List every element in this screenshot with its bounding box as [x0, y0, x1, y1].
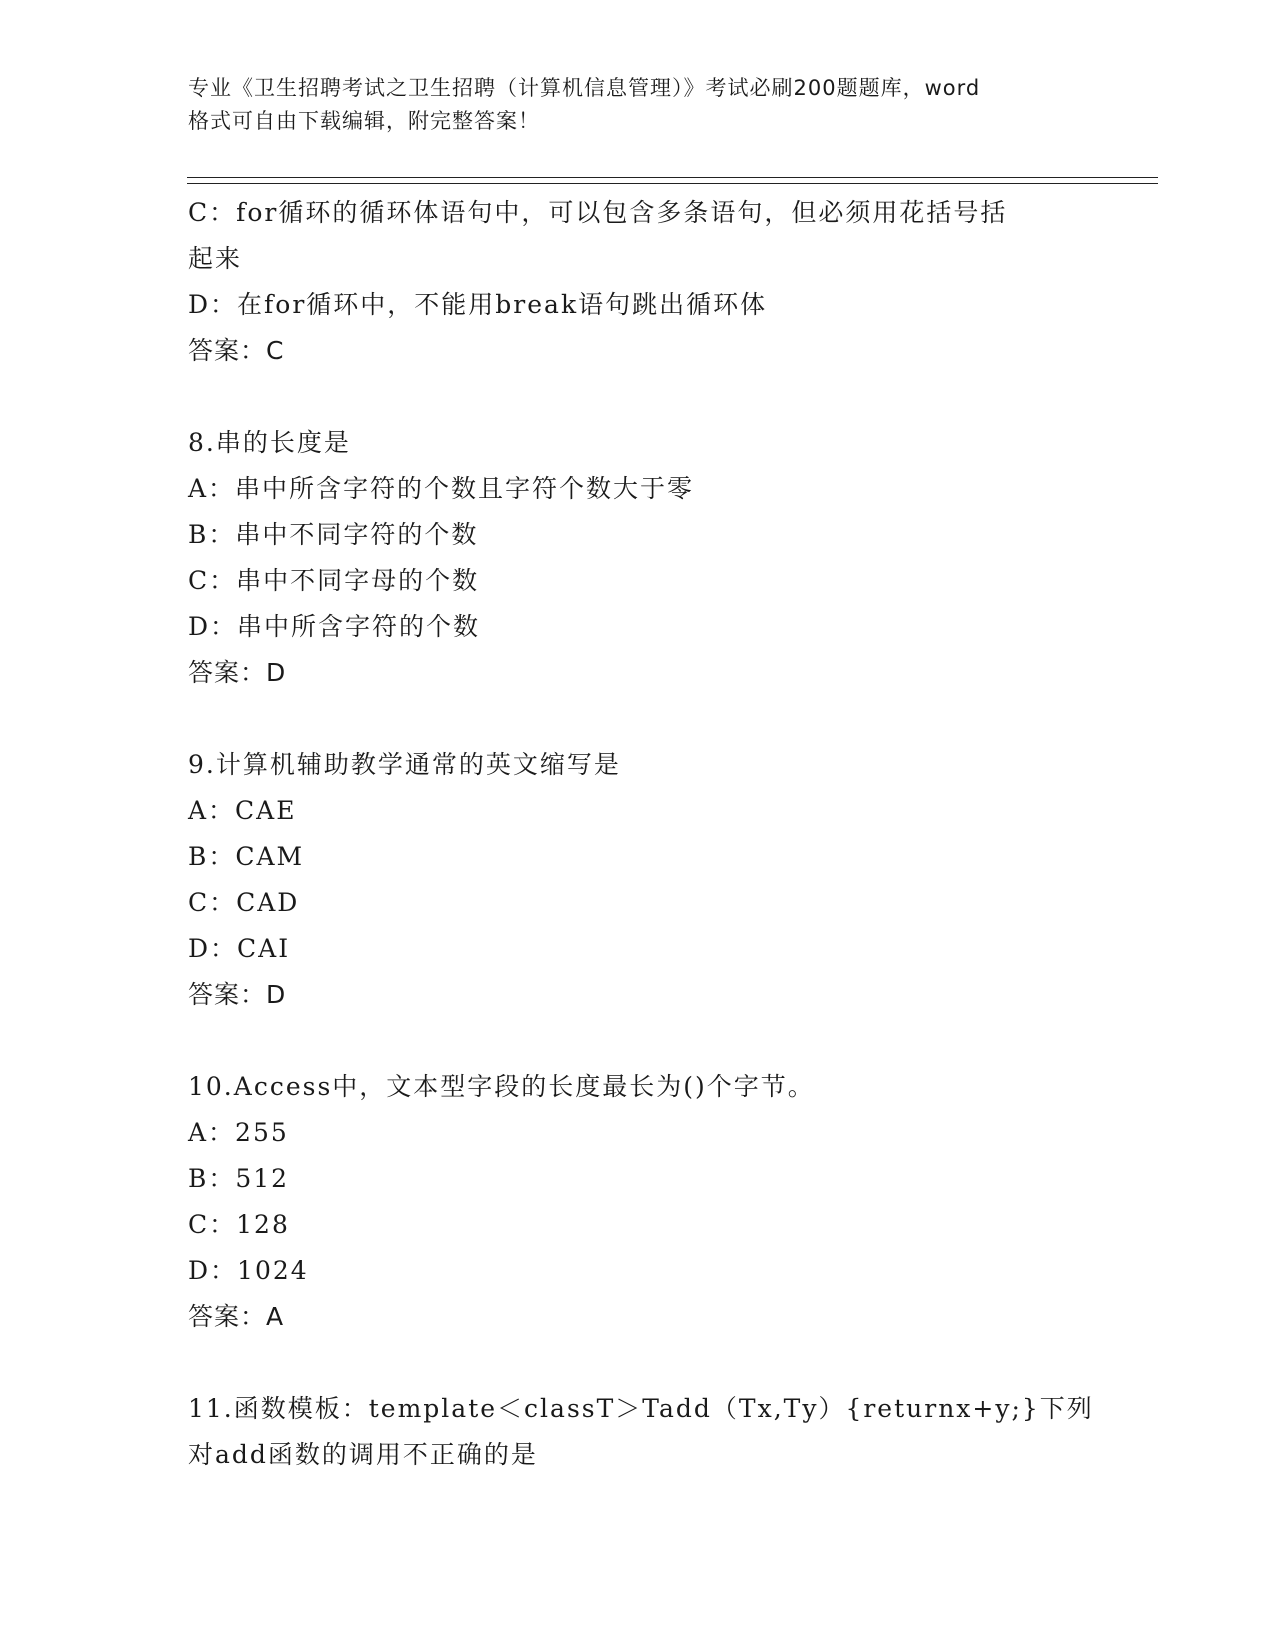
option-a: A：CAE	[188, 796, 297, 825]
question-stem: 10.Access中，文本型字段的长度最长为()个字节。	[188, 1072, 815, 1101]
question-10	[188, 1064, 1088, 1340]
question-list	[188, 190, 1094, 1478]
header-title-line-1: 专业《卫生招聘考试之卫生招聘（计算机信息管理）》考试必刷200题题库，word	[188, 76, 981, 100]
header-divider-bottom	[187, 183, 1158, 184]
option-c: C：128	[188, 1210, 290, 1239]
answer-line: 答案：D	[188, 980, 287, 1009]
answer-line: 答案：D	[188, 658, 287, 687]
question-9	[188, 742, 1088, 1018]
previous-question-tail	[188, 190, 1088, 374]
option-b: B：串中不同字符的个数	[188, 520, 479, 549]
option-d: D：CAI	[188, 934, 291, 963]
option-b: B：CAM	[188, 842, 305, 871]
answer-line: 答案：C	[188, 336, 285, 365]
question-stem: 8.串的长度是	[188, 428, 351, 457]
option-c-continued: 起来	[188, 244, 243, 273]
option-b: B：512	[188, 1164, 290, 1193]
question-stem: 11.函数模板：template＜classT＞Tadd（Tx,Ty）{returnx+y;}下列	[188, 1394, 1094, 1423]
answer-line: 答案：A	[188, 1302, 285, 1331]
option-d: D：1024	[188, 1256, 309, 1285]
header-title-line-2: 格式可自由下载编辑，附完整答案！	[188, 109, 540, 133]
option-c: C：CAD	[188, 888, 300, 917]
option-d: D：串中所含字符的个数	[188, 612, 481, 641]
option-c: C：串中不同字母的个数	[188, 566, 480, 595]
option-a: A：255	[188, 1118, 289, 1147]
question-stem: 9.计算机辅助教学通常的英文缩写是	[188, 750, 621, 779]
option-a: A：串中所含字符的个数且字符个数大于零	[188, 474, 695, 503]
question-11	[188, 1386, 1094, 1478]
document-header	[188, 72, 1088, 138]
option-c: C：for循环的循环体语句中，可以包含多条语句，但必须用花括号括	[188, 198, 1008, 227]
question-stem-continued: 对add函数的调用不正确的是	[188, 1440, 538, 1469]
option-d: D：在for循环中，不能用break语句跳出循环体	[188, 290, 768, 319]
question-8	[188, 420, 1088, 696]
header-divider-top	[187, 177, 1158, 178]
